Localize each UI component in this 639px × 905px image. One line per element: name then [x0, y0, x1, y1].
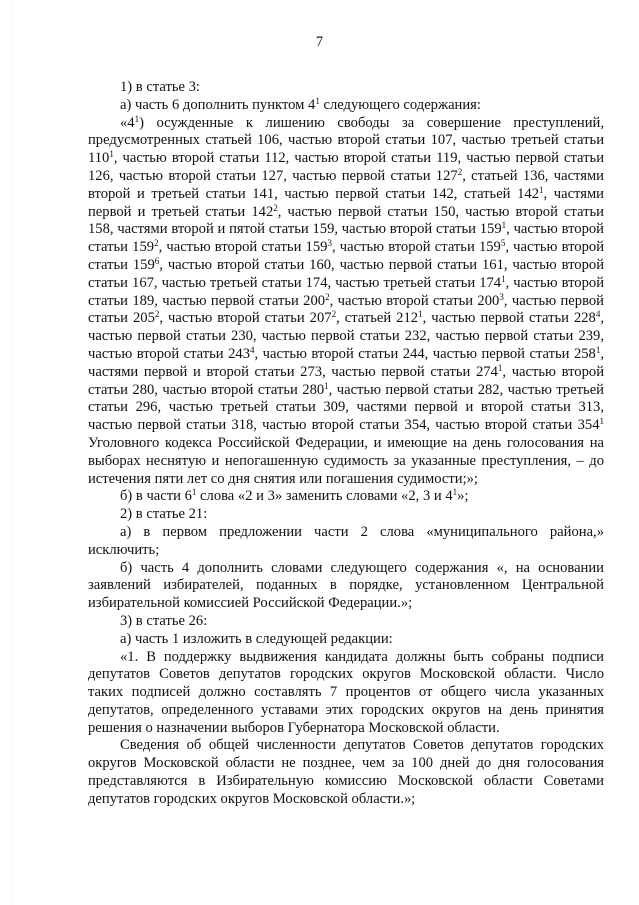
- superscript-index: 5: [500, 238, 506, 249]
- superscript-index: 2: [331, 309, 337, 320]
- superscript-index: 6: [154, 255, 160, 266]
- superscript-index: 2: [457, 166, 463, 177]
- superscript-index: 4: [250, 344, 255, 355]
- paragraph: «1. В поддержку выдвижения кандидата должны быть собраны подписи депутатов Советов депутатов городских округов Московской области. Число таких подписей должно составлять 7 процентов от общего числа указанных депутатов, определенного уставами этих городских округов на день принятия решения о назначении выборов Губернатора Московской области.: [88, 648, 604, 736]
- superscript-index: 1: [418, 309, 423, 320]
- superscript-index: 1: [501, 273, 506, 284]
- paragraph: б) в части $6^1$ слова «2 и 3» заменить словами «2, 3 и $4^1$»;: [120, 487, 469, 505]
- document-body: [88, 79, 604, 809]
- paragraph: «$4^1$) осужденные к лишению свободы за совершение преступлений, предусмотренных статьей 106, частью второй статьи 107, частью третьей статьи $110^1$, частью второй статьи 112, частью второй статьи 119, частью первой статьи 126, частью второй статьи 127, частью первой статьи $127^2$, статьей 136, частями второй и третьей статьи 141, частью первой статьи 142, статьей $142^1$, частями первой и третьей статьи $142^2$, частью первой статьи 150, частью второй статьи 158, частями второй и пятой статьи 159, частью второй статьи $159^1$, частью второй статьи $159^2$, частью второй статьи $159^3$, частью второй статьи $159^5$, частью второй статьи $159^6$, частью второй статьи 160, частью первой статьи 161, частью второй статьи 167, частью третьей статьи 174, частью третьей статьи $174^1$, частью второй статьи 189, частью первой статьи $200^2$, частью второй статьи $200^3$, частью первой статьи $205^2$, частью второй статьи $207^2$, статьей $212^1$, частью первой статьи $228^4$, частью первой статьи 230, частью первой статьи 232, частью первой статьи 239, частью второй статьи $243^4$, частью второй статьи 244, частью первой статьи $258^1$, частями первой и второй статьи 273, частью первой статьи $274^1$, частью второй статьи 280, частью второй статьи $280^1$, частью первой статьи 282, частью третьей статьи 296, частью третьей статьи 309, частями первой и второй статьи 313, частью первой статьи 318, частью второй статьи 354, частью второй статьи $354^1$ Уголовного кодекса Российской Федерации, и имеющие на день голосования на выборах неснятую и непогашенную судимость за указанные преступления, – до истечения пяти лет со дня снятия или погашения судимости;»;: [88, 113, 605, 487]
- superscript-index: 3: [327, 238, 332, 249]
- scan-edge: [12, 0, 13, 905]
- superscript-index: 1: [134, 113, 140, 124]
- superscript-index: 2: [154, 309, 160, 320]
- page-number: 7: [315, 34, 324, 50]
- superscript-index: 1: [599, 416, 604, 427]
- paragraph: а) часть 1 изложить в следующей редакции:: [120, 630, 393, 647]
- superscript-index: 1: [315, 95, 320, 106]
- paragraph: а) в первом предложении части 2 слова «муниципального района,» исключить;: [88, 523, 604, 558]
- superscript-index: 4: [595, 309, 601, 320]
- superscript-index: 1: [324, 380, 329, 391]
- paragraph: 3) в статье 26:: [120, 612, 208, 629]
- superscript-index: 1: [452, 487, 458, 498]
- superscript-index: 2: [154, 238, 159, 249]
- superscript-index: 1: [539, 184, 544, 195]
- superscript-index: 1: [595, 344, 601, 355]
- superscript-index: 1: [109, 149, 114, 160]
- superscript-index: 1: [191, 487, 197, 498]
- paragraph: 1) в статье 3:: [120, 79, 200, 95]
- paragraph: Сведения об общей численности депутатов Советов депутатов городских округов Московской области не позднее, чем за 100 дней до дня голосования представляются в Избирательную комиссию Московской области Советами депутатов городских округов Московской области.»;: [88, 737, 604, 807]
- superscript-index: 1: [497, 362, 503, 373]
- paragraph: 2) в статье 21:: [120, 506, 208, 523]
- superscript-index: 2: [325, 291, 330, 302]
- superscript-index: 1: [501, 220, 507, 231]
- superscript-index: 3: [499, 291, 504, 302]
- paragraph: б) часть 4 дополнить словами следующего содержания «, на основании заявлений избирателей, поданных в порядке, установленном Центральной избирательной комиссией Российской Федерации.»;: [88, 559, 604, 612]
- superscript-index: 2: [273, 202, 278, 213]
- paragraph: а) часть 6 дополнить пунктом $4^1$ следующего содержания:: [120, 95, 481, 113]
